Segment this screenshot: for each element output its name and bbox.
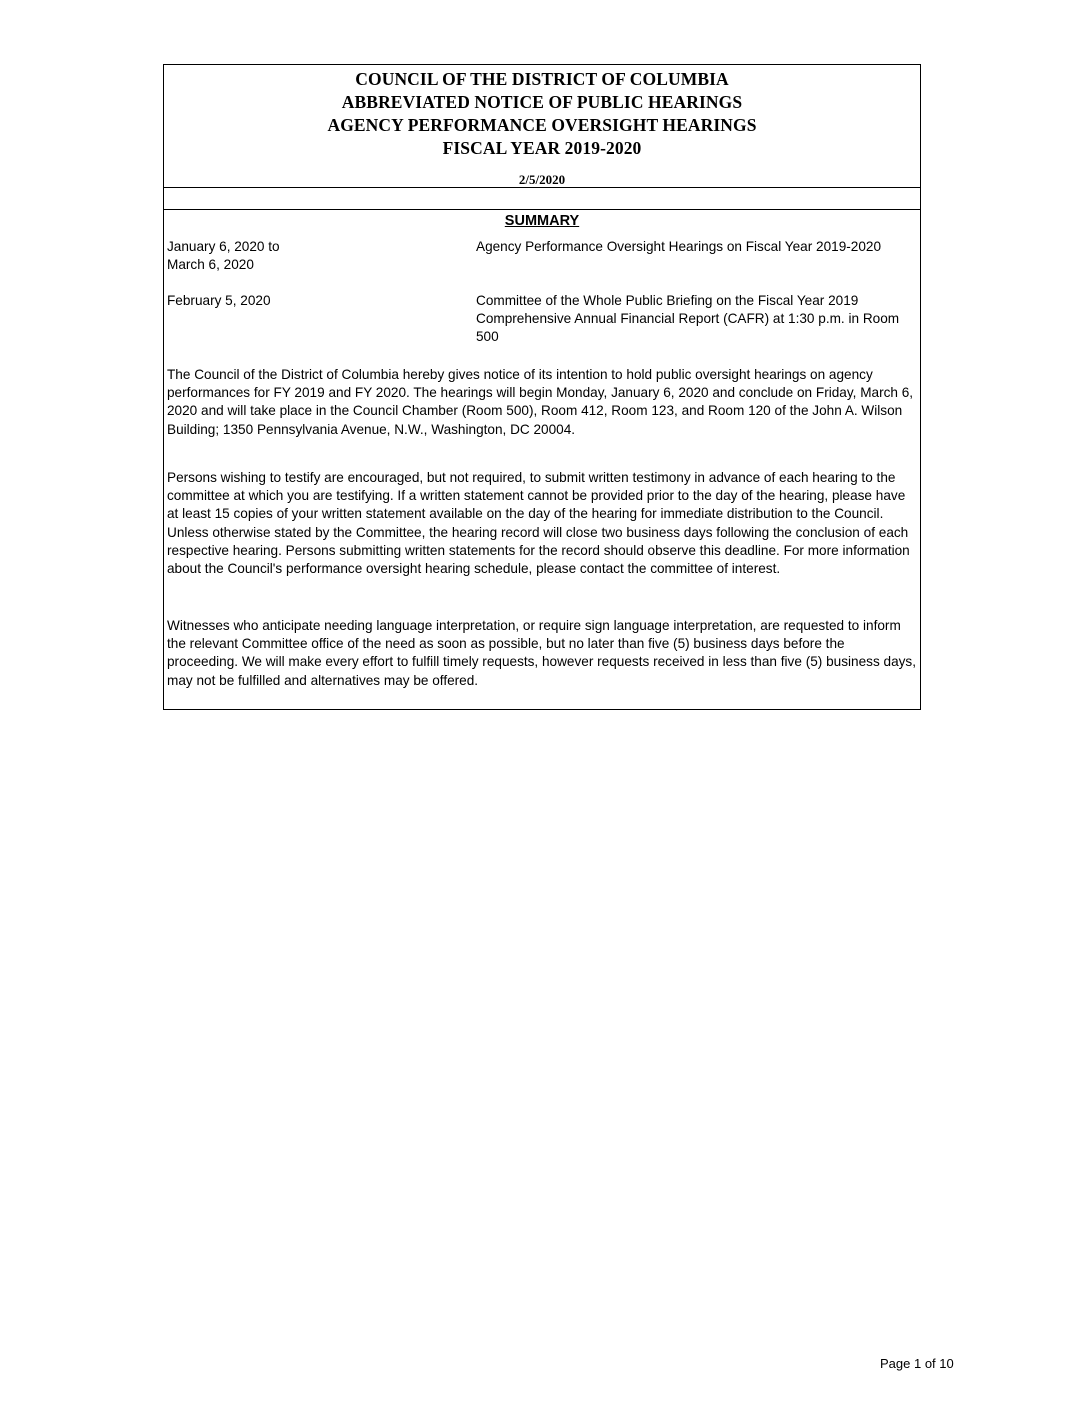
schedule-description: Committee of the Whole Public Briefing on the Fiscal Year 2019 Comprehensive Annual Financial Report (CAFR) at 1:30 p.m. in Room 500: [476, 293, 900, 344]
schedule-date: January 6, 2020 to March 6, 2020: [167, 239, 280, 272]
fiscal-year-title: FISCAL YEAR 2019-2020: [442, 138, 642, 158]
notice-title: ABBREVIATED NOTICE OF PUBLIC HEARINGS: [341, 92, 743, 112]
notice-box: [163, 64, 921, 710]
testimony-paragraph: Persons wishing to testify are encouraged, but not required, to submit written testimony in advance of each hearing to the committee at which you are testifying. If a written statement cannot be provided prior to the day of the hearing, please have at least 15 copies of your written statement available on the day of the hearing for immediate distribution to the Council. Unless otherwise stated by the Committee, the hearing record will close two business days following the conclusion of each respective hearing. Persons submitting written statements for the record should observe this deadline. For more information about the Council's performance oversight hearing schedule, please contact the committee of interest.: [167, 470, 910, 577]
schedule-date: February 5, 2020: [167, 293, 271, 308]
notice-date: 2/5/2020: [518, 172, 566, 187]
schedule-description: Agency Performance Oversight Hearings on Fiscal Year 2019-2020: [476, 239, 882, 254]
interpretation-paragraph: Witnesses who anticipate needing language interpretation, or require sign language interpretation, are requested to inform the relevant Committee office of the need as soon as possible, but no later than five (5) business days before the proceeding. We will make every effort to fulfill timely requests, however requests received in less than five (5) business days, may not be fulfilled and alternatives may be offered.: [167, 618, 917, 688]
notice-header: [164, 65, 920, 188]
empty-row: [164, 188, 920, 210]
summary-heading: SUMMARY: [504, 213, 580, 229]
page-number: Page 1 of 10: [880, 1356, 954, 1371]
hearings-title: AGENCY PERFORMANCE OVERSIGHT HEARINGS: [327, 115, 757, 135]
intro-paragraph: The Council of the District of Columbia hereby gives notice of its intention to hold public oversight hearings on agency performances for FY 2019 and FY 2020. The hearings will begin Monday, January 6, 2020 and conclude on Friday, March 6, 2020 and will take place in the Council Chamber (Room 500), Room 412, Room 123, and Room 120 of the John A. Wilson Building; 1350 Pennsylvania Avenue, N.W., Washington, DC 20004.: [167, 367, 914, 437]
council-title: COUNCIL OF THE DISTRICT OF COLUMBIA: [355, 69, 729, 89]
